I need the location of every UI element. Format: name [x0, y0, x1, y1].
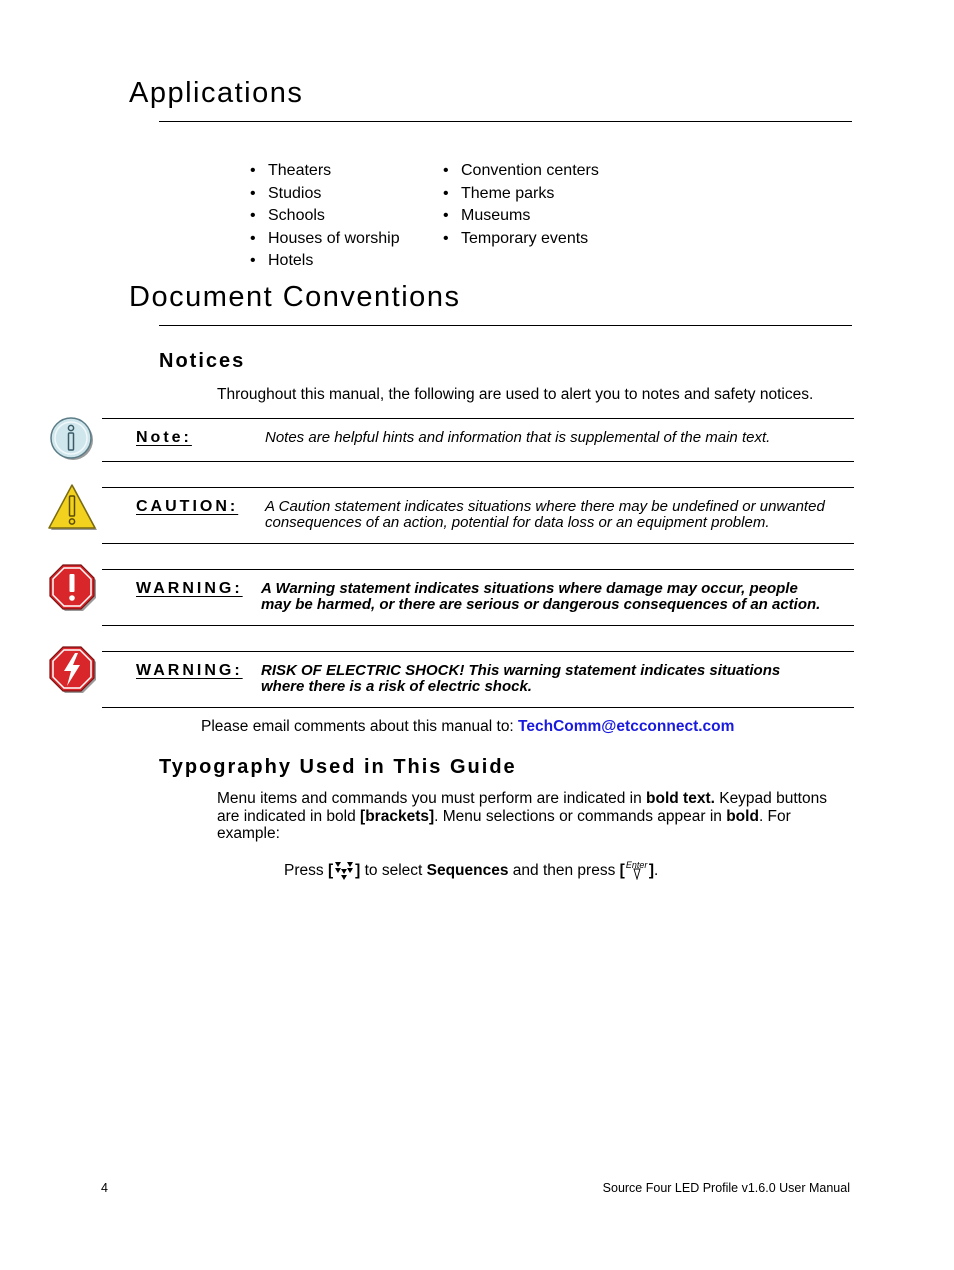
- list-item: • Convention centers: [443, 160, 599, 183]
- text-run: .: [654, 861, 659, 879]
- note-label: Note:: [136, 429, 192, 446]
- warning-top-rule: [102, 569, 854, 570]
- text-run: are indicated in bold: [217, 808, 361, 825]
- shock-bottom-rule: [102, 707, 854, 708]
- section-rule: [159, 121, 852, 122]
- arrow-keys-icon: [333, 860, 355, 880]
- notices-heading: Notices: [159, 350, 246, 372]
- caution-text-line2: consequences of an action, potential for data loss or an equipment problem.: [265, 514, 770, 531]
- manual-title: Source Four LED Profile v1.6.0 User Manual: [602, 1181, 850, 1195]
- applications-title: Applications: [129, 77, 304, 109]
- list-item: • Schools: [250, 205, 400, 228]
- text-run: to select: [360, 861, 427, 879]
- conventions-title: Document Conventions: [129, 281, 461, 313]
- list-item: • Houses of worship: [250, 228, 400, 251]
- bracket: [: [619, 861, 625, 879]
- bold-text-run: [brackets]: [360, 808, 435, 825]
- enter-key-icon: [625, 860, 649, 880]
- list-item: • Theme parks: [443, 183, 599, 206]
- applications-list-col2: [443, 160, 599, 250]
- electric-shock-icon: [48, 645, 98, 695]
- notices-intro: Throughout this manual, the following are used to alert you to notes and safety notices.: [217, 386, 814, 403]
- bold-text-run: Sequences: [426, 861, 509, 879]
- enter-key-label: Enter: [625, 860, 648, 870]
- email-line: [201, 718, 734, 735]
- typography-paragraph-line1: [217, 790, 827, 807]
- typography-paragraph-line3: example:: [217, 825, 280, 842]
- typography-paragraph-line2: [217, 808, 791, 825]
- email-link[interactable]: TechComm@etcconnect.com: [518, 718, 735, 735]
- list-item: • Museums: [443, 205, 599, 228]
- warning-icon: [48, 563, 98, 613]
- caution-text-line1: A Caution statement indicates situations where there may be undefined or unwanted: [265, 498, 825, 515]
- section-rule: [159, 325, 852, 326]
- text-run: Keypad buttons: [714, 790, 827, 807]
- text-run: Press: [284, 861, 328, 879]
- bracket: ]: [355, 861, 361, 879]
- warning-label: WARNING:: [136, 580, 243, 597]
- warning-bottom-rule: [102, 625, 854, 626]
- shock-warning-label: WARNING:: [136, 662, 243, 679]
- shock-text-line2: where there is a risk of electric shock.: [261, 678, 532, 695]
- caution-bottom-rule: [102, 543, 854, 544]
- warning-text-line1: A Warning statement indicates situations where damage may occur, people: [261, 580, 798, 597]
- caution-label: CAUTION:: [136, 498, 239, 515]
- bracket: [: [327, 861, 334, 879]
- note-text: Notes are helpful hints and information that is supplemental of the main text.: [265, 429, 771, 446]
- caution-icon: [46, 482, 98, 532]
- caution-top-rule: [102, 487, 854, 488]
- bold-text-run: bold: [726, 808, 759, 825]
- text-run: Menu items and commands you must perform are indicated in: [217, 790, 647, 807]
- shock-top-rule: [102, 651, 854, 652]
- note-top-rule: [102, 418, 854, 419]
- text-run: . For: [758, 808, 791, 825]
- list-item: • Studios: [250, 183, 400, 206]
- bracket: ]: [648, 861, 654, 879]
- applications-list-col1: [250, 160, 400, 273]
- typography-example: [284, 860, 658, 880]
- bold-text-run: bold text.: [646, 790, 715, 807]
- list-item: • Hotels: [250, 250, 400, 273]
- warning-text-line2: may be harmed, or there are serious or dangerous consequences of an action.: [261, 596, 821, 613]
- typography-heading: Typography Used in This Guide: [159, 756, 517, 778]
- email-prefix: Please email comments about this manual to:: [201, 718, 519, 735]
- page-number: 4: [101, 1181, 108, 1195]
- text-run: . Menu selections or commands appear in: [434, 808, 727, 825]
- text-run: and then press: [508, 861, 620, 879]
- note-bottom-rule: [102, 461, 854, 462]
- shock-text-line1: RISK OF ELECTRIC SHOCK! This warning statement indicates situations: [261, 662, 781, 679]
- list-item: • Temporary events: [443, 228, 599, 251]
- note-icon: [48, 416, 96, 464]
- list-item: • Theaters: [250, 160, 400, 183]
